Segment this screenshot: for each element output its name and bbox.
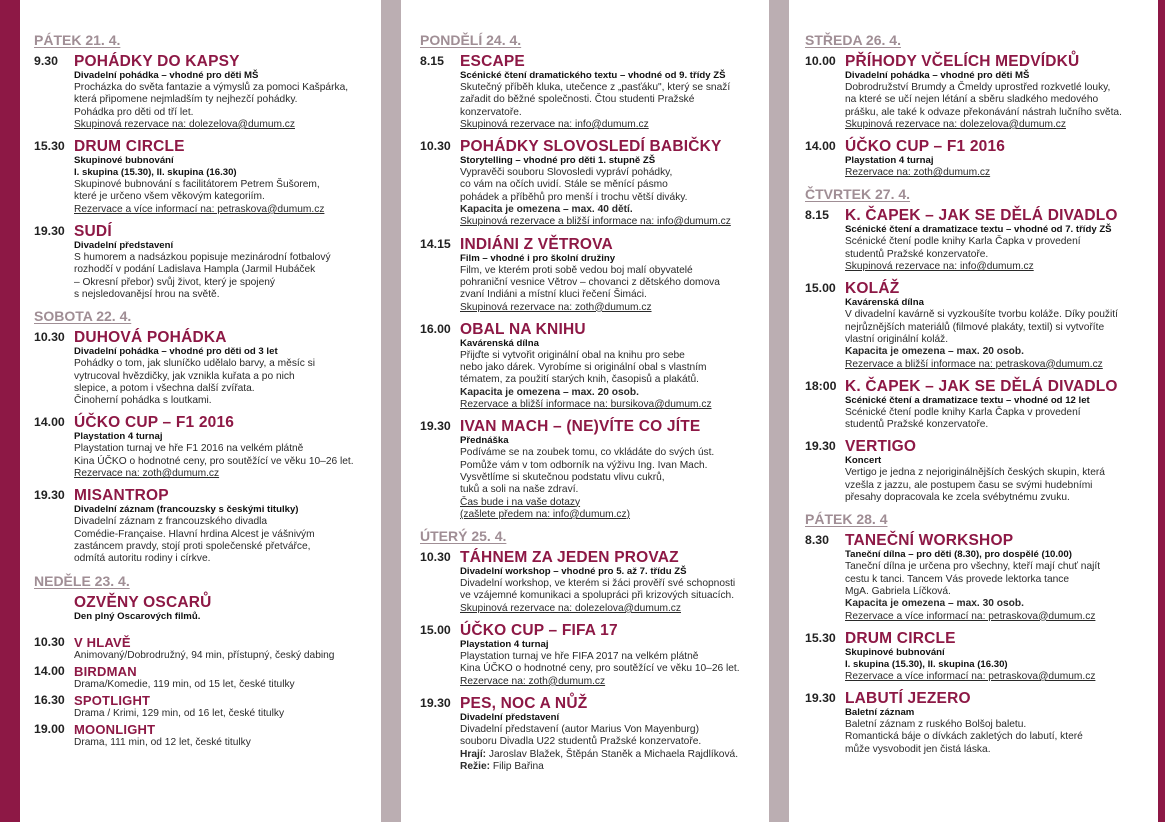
event-title: K. ČAPEK – JAK SE DĚLÁ DIVADLO (845, 377, 1118, 395)
day-heading: PÁTEK 28. 4 (805, 511, 888, 528)
event-title: DRUM CIRCLE (74, 138, 185, 156)
event-time: 19.30 (805, 439, 836, 454)
event-time: 15.00 (805, 281, 836, 296)
event-title: PŘÍHODY VČELÍCH MEDVÍDKŮ (845, 53, 1080, 70)
right-accent-stripe (1158, 0, 1165, 822)
event-time: 19.30 (34, 224, 65, 239)
event-title: DUHOVÁ POHÁDKA (74, 329, 227, 347)
event-title: OBAL NA KNIHU (460, 320, 586, 338)
event-subtitle: Skupinové bubnování (74, 155, 174, 167)
event-title: INDIÁNI Z VĚTROVA (460, 235, 613, 253)
reservation-link[interactable]: Skupinová rezervace na: dolezelova@dumum.cz (460, 602, 681, 614)
event-title: OZVĚNY OSCARŮ (74, 593, 212, 611)
event (420, 622, 755, 688)
reservation-link[interactable]: Čas bude i na vaše dotazy (zašlete předem na: info@dumum.cz) (460, 496, 631, 520)
film-title: V HLAVĚ (74, 634, 131, 650)
director-label: Režie: (460, 760, 491, 772)
event-description: Scénické čtení podle knihy Karla Čapka v provedení studentů Pražské konzervatoře. (845, 406, 1081, 431)
event-subtitle: Taneční dílna – pro děti (8.30), pro dospělé (10.00) (845, 549, 1072, 561)
day-heading: ÚTERÝ 25. 4. (420, 528, 507, 545)
column-1 (34, 30, 364, 751)
event-subtitle: Scénické čtení a dramatizace textu – vhodné od 7. třídy ZŠ (845, 224, 1112, 236)
cast-names: Jaroslav Blažek, Štěpán Staněk a Michaela Rajdlíková. (488, 748, 739, 760)
left-accent-stripe (0, 0, 20, 822)
event-description: S humorem a nadsázkou popisuje mezinárodní fotbalový rozhodčí v podání Ladislava Hampla (Jarmil Hubáček – Okresní přebor) svůj život, který je spojený s nejsledovanějsí hrou na světě. (74, 252, 331, 300)
event-description: Playstation turnaj ve hře FIFA 2017 na velkém plátně Kina ÚČKO o hodnotné ceny, pro soutěžící ve věku 10–26 let. (460, 651, 740, 675)
event (805, 138, 1150, 179)
event-time: 15.30 (34, 139, 65, 154)
event-title: MISANTROP (74, 487, 169, 505)
event (420, 53, 755, 131)
day-heading: PÁTEK 21. 4. (34, 32, 121, 48)
event-time: 14.15 (420, 236, 451, 251)
event-description: Playstation turnaj ve hře F1 2016 na velkém plátně Kina ÚČKO o hodnotné ceny, pro soutěžící ve věku 10–26 let. (74, 443, 354, 467)
reservation-link[interactable]: Skupinová rezervace a bližší informace na: info@dumum.cz (460, 216, 731, 228)
event-title: TANEČNÍ WORKSHOP (845, 532, 1014, 550)
event-time: 16.00 (420, 321, 451, 336)
reservation-link[interactable]: Skupinová rezervace na: info@dumum.cz (460, 118, 649, 130)
capacity-note: Kapacita je omezena – max. 20 osob. (460, 386, 639, 398)
event-groups: I. skupina (15.30), II. skupina (16.30) (845, 658, 1008, 670)
event-title: POHÁDKY SLOVOSLEDÍ BABIČKY (460, 138, 722, 156)
event (805, 53, 1150, 131)
reservation-link[interactable]: Rezervace a více informací na: petraskova@dumum.cz (74, 203, 325, 215)
event-description: Divadelní představení (autor Marius Von Mayenburg) souboru Divadla U22 studentů Pražské konzervatoře. (460, 723, 702, 748)
event-subtitle: Scénické čtení a dramatizace textu – vhodné od 12 let (845, 394, 1090, 406)
event-time: 15.30 (805, 630, 836, 645)
reservation-link[interactable]: Rezervace a více informací na: petraskova@dumum.cz (845, 670, 1096, 682)
reservation-link[interactable]: Skupinová rezervace na: info@dumum.cz (845, 261, 1034, 273)
event-time: 19.30 (420, 695, 451, 710)
event-time: 10.30 (420, 139, 451, 154)
event-time: 10.30 (34, 330, 65, 345)
event-description: Scénické čtení podle knihy Karla Čapka v provedení studentů Pražské konzervatoře. (845, 236, 1081, 260)
event-title: KOLÁŽ (845, 280, 900, 298)
event-time: 9.30 (34, 54, 58, 68)
film-info: Drama/Komedie, 119 min, od 15 let, české titulky (74, 678, 295, 690)
reservation-link[interactable]: Skupinová rezervace na: zoth@dumum.cz (460, 301, 652, 313)
event-description: Divadelní záznam z francouzského divadla Comédie-Française. Hlavní hrdina Alcest je vášnivým zastáncem pravdy, stojí proti společenské přetvářce, odmítá autoritu rodiny i církve. (74, 516, 315, 565)
capacity-note: Kapacita je omezena – max. 40 dětí. (460, 204, 633, 216)
event-subtitle: Playstation 4 turnaj (460, 639, 549, 651)
event (805, 280, 1150, 370)
day-heading: PONDĚLÍ 24. 4. (420, 32, 522, 48)
event-title: ÚČKO CUP – FIFA 17 (460, 622, 618, 640)
reservation-link[interactable]: Skupinová rezervace na: dolezelova@dumum.cz (845, 118, 1066, 130)
event (805, 630, 1150, 683)
event-time: 19.30 (805, 691, 836, 706)
capacity-note: Kapacita je omezena – max. 30 osob. (845, 598, 1024, 610)
event-groups: I. skupina (15.30), II. skupina (16.30) (74, 167, 237, 179)
event-description: Baletní záznam z ruského Bolšoj baletu. Romantická báje o dívkách zakletých do labutí, které může vysvobodit jen čistá láska. (845, 719, 1083, 755)
day-heading: STŘEDA 26. 4. (805, 32, 901, 48)
event (805, 690, 1150, 756)
film-title: BIRDMAN (74, 663, 137, 679)
event (420, 321, 755, 411)
film-time: 16.30 (34, 692, 65, 707)
event-subtitle: Den plný Oscarových filmů. (74, 610, 201, 622)
event-subtitle: Scénické čtení dramatického textu – vhodné od 9. třídy ZŠ (460, 70, 726, 81)
event-time: 14.00 (34, 415, 65, 430)
event-time: 14.00 (805, 139, 836, 154)
event-description: Podíváme se na zoubek tomu, co vkládáte do svých úst. Pomůže vám v tom odborník na výživu Ing. Ivan Mach. Vysvětlíme si skutečnou podstatu vlivu cukrů, tuků a soli na naše zdraví. (460, 447, 715, 496)
event-title: TÁHNEM ZA JEDEN PROVAZ (460, 549, 679, 567)
event-description: Vypravěči souboru Slovosledi vypráví pohádky, co vám na očích uvidí. Stále se měnící pásmo pohádek a příběhů pro menší i trochu větší diváky. (460, 167, 688, 203)
event (805, 378, 1150, 432)
fold-stripe-1 (381, 0, 401, 822)
reservation-link[interactable]: Rezervace a bližší informace na: bursikova@dumum.cz (460, 399, 712, 411)
event-description: Skutečný příběh kluka, utečence z „pasťáku", který se snaží zařadit do běžné společnosti. Čtou studenti Pražské konzervatoře. (460, 82, 731, 118)
event-subtitle: Playstation 4 turnaj (74, 431, 163, 443)
cast-label: Hrají: (460, 748, 487, 760)
director-line (460, 761, 755, 773)
film-time: 19.00 (34, 721, 65, 736)
event-subtitle: Storytelling – vhodné pro děti 1. stupně ZŠ (460, 155, 656, 167)
event-time: 18:00 (805, 378, 837, 393)
event (34, 329, 364, 407)
film-time: 14.00 (34, 663, 65, 678)
event-title: SUDÍ (74, 223, 112, 241)
film-title: MOONLIGHT (74, 721, 156, 737)
event-description: Pohádky o tom, jak sluníčko udělalo barvy, a měsíc si vytrucoval hvězdičky, jak vznikla kuřata a po nich slepice, a potom i všechna další zvířata. Činoherní pohádka s loutkami. (74, 358, 316, 407)
day-heading: ČTVRTEK 27. 4. (805, 186, 911, 203)
event-title: ESCAPE (460, 53, 525, 70)
event (805, 207, 1150, 273)
event-title: POHÁDKY DO KAPSY (74, 53, 240, 70)
event-title: PES, NOC A NŮŽ (460, 694, 588, 712)
event-description: Film, ve kterém proti sobě vedou boj malí obyvatelé pohraniční vesnice Větrov – chovanci z dětského domova zvaní Indiáni a místní kluci řečení Šimáci. (460, 264, 720, 301)
event-time: 8.15 (420, 54, 444, 68)
event-title: IVAN MACH – (NE)VÍTE CO JÍTE (460, 418, 701, 436)
event-title: K. ČAPEK – JAK SE DĚLÁ DIVADLO (845, 207, 1118, 225)
event (34, 223, 364, 301)
event (420, 236, 755, 314)
event-time: 10.30 (420, 550, 451, 565)
event-subtitle: Divadelní pohádka – vhodné pro děti MŠ (74, 70, 259, 81)
event (34, 53, 364, 131)
event-time: 19.30 (420, 419, 451, 434)
film-title: SPOTLIGHT (74, 692, 151, 708)
event-description: Skupinové bubnování s facilitátorem Petrem Šušorem, které je určeno všem věkovým kategoriím. (74, 179, 320, 203)
event-time: 8.30 (805, 533, 829, 548)
reservation-link[interactable]: Rezervace na: zoth@dumum.cz (845, 167, 991, 179)
film-info: Animovaný/Dobrodružný, 94 min, přístupný, český dabing (74, 649, 335, 661)
day-heading: SOBOTA 22. 4. (34, 308, 132, 325)
event-title: DRUM CIRCLE (845, 629, 956, 647)
event-subtitle: Kavárenská dílna (460, 337, 539, 349)
event-description: Taneční dílna je určena pro všechny, kteří mají chuť najít cestu k tanci. Tancem Vás provede lektorka tance MgA. Gabriela Líčková. (845, 561, 1101, 597)
event-subtitle: Divadelní představení (74, 240, 174, 252)
event-description: Přijďte si vytvořit originální obal na knihu pro sebe nebo jako dárek. Vyrobíme si originální obal s vlastním tématem, za použití starých knih, časopisů a plakátů. (460, 349, 707, 386)
event (34, 138, 364, 216)
event-subtitle: Divadelní pohádka – vhodné pro děti od 3 let (74, 346, 278, 358)
event-time: 15.00 (420, 623, 451, 638)
event (34, 487, 364, 565)
event-subtitle: Přednáška (460, 435, 509, 447)
reservation-link[interactable]: Rezervace na: zoth@dumum.cz (74, 468, 220, 480)
event-time: 10.00 (805, 54, 836, 68)
event-subtitle: Divadelní záznam (francouzsky s českými titulky) (74, 504, 299, 516)
column-3 (805, 30, 1150, 763)
event (805, 438, 1150, 504)
event (805, 532, 1150, 622)
event-subtitle: Divadelní pohádka – vhodné pro děti MŠ (845, 70, 1030, 81)
event (420, 138, 755, 228)
event (420, 695, 755, 773)
reservation-link[interactable]: Rezervace a více informací na: petraskova@dumum.cz (845, 610, 1096, 622)
event-title: LABUTÍ JEZERO (845, 690, 971, 708)
event (420, 549, 755, 615)
event-subtitle: Playstation 4 turnaj (845, 155, 934, 167)
event-title: ÚČKO CUP – F1 2016 (845, 138, 1006, 156)
capacity-note: Kapacita je omezena – max. 20 osob. (845, 346, 1024, 358)
film-item (34, 635, 364, 662)
event-subtitle: Divadelní workshop – vhodné pro 5. až 7. třídu ZŠ (460, 566, 687, 578)
event-title: ÚČKO CUP – F1 2016 (74, 414, 235, 432)
film-item (34, 693, 364, 720)
event-description: Divadelní workshop, ve kterém si žáci prověří své schopnosti ve vzájemné komunikaci a spolupráci při krizových situacích. (460, 578, 736, 602)
event-subtitle: Skupinové bubnování (845, 646, 945, 658)
film-item (34, 664, 364, 691)
event-description: Procházka do světa fantazie a výmyslů za pomoci Kašpárka, která připomene nejmladším ty nejhezčí pohádky. Pohádka pro děti od tří let. (74, 82, 349, 118)
event-time (34, 594, 74, 623)
event-subtitle: Koncert (845, 455, 882, 467)
event-subtitle: Baletní záznam (845, 707, 915, 719)
event-subtitle: Film – vhodné i pro školní družiny (460, 252, 616, 264)
cast-line (460, 749, 755, 761)
event-title: VERTIGO (845, 438, 917, 456)
film-item (34, 722, 364, 749)
event (34, 414, 364, 480)
event-description: Dobrodružství Brumdy a Čmeldy uprostřed rozkvetlé louky, na které se učí nejen létání a sběru sladkého medového prášku, ale také k odvaze překonávání nástrah lučního světa. (845, 82, 1122, 118)
event (34, 594, 364, 623)
day-heading: NEDĚLE 23. 4. (34, 572, 130, 589)
film-time: 10.30 (34, 634, 65, 649)
event-subtitle: Divadelní představení (460, 711, 560, 723)
event-time: 8.15 (805, 208, 829, 223)
event (420, 418, 755, 521)
column-2 (420, 30, 755, 780)
event-subtitle: Kavárenská dílna (845, 297, 924, 309)
film-info: Drama, 111 min, od 12 let, české titulky (74, 736, 251, 748)
film-info: Drama / Krimi, 129 min, od 16 let, české titulky (74, 707, 285, 719)
reservation-link[interactable]: Rezervace a bližší informace na: petraskova@dumum.cz (845, 358, 1103, 370)
reservation-link[interactable]: Skupinová rezervace na: dolezelova@dumum.cz (74, 118, 295, 130)
event-description: Vertigo je jedna z nejoriginálnějších českých skupin, která vzešla z jazzu, ale postupem času se svými hudebními přesahy dopracovala ke zcela svébytnému zvuku. (845, 467, 1105, 504)
event-description: V divadelní kavárně si vyzkoušíte tvorbu koláže. Díky použití nejrůznějších materiálů (filmové plakáty, textil) si vytvoříte vlastní originální koláž. (845, 309, 1118, 345)
event-time: 19.30 (34, 488, 65, 503)
director-name: Filip Bařina (492, 760, 544, 772)
reservation-link[interactable]: Rezervace na: zoth@dumum.cz (460, 675, 606, 687)
fold-stripe-2 (769, 0, 789, 822)
